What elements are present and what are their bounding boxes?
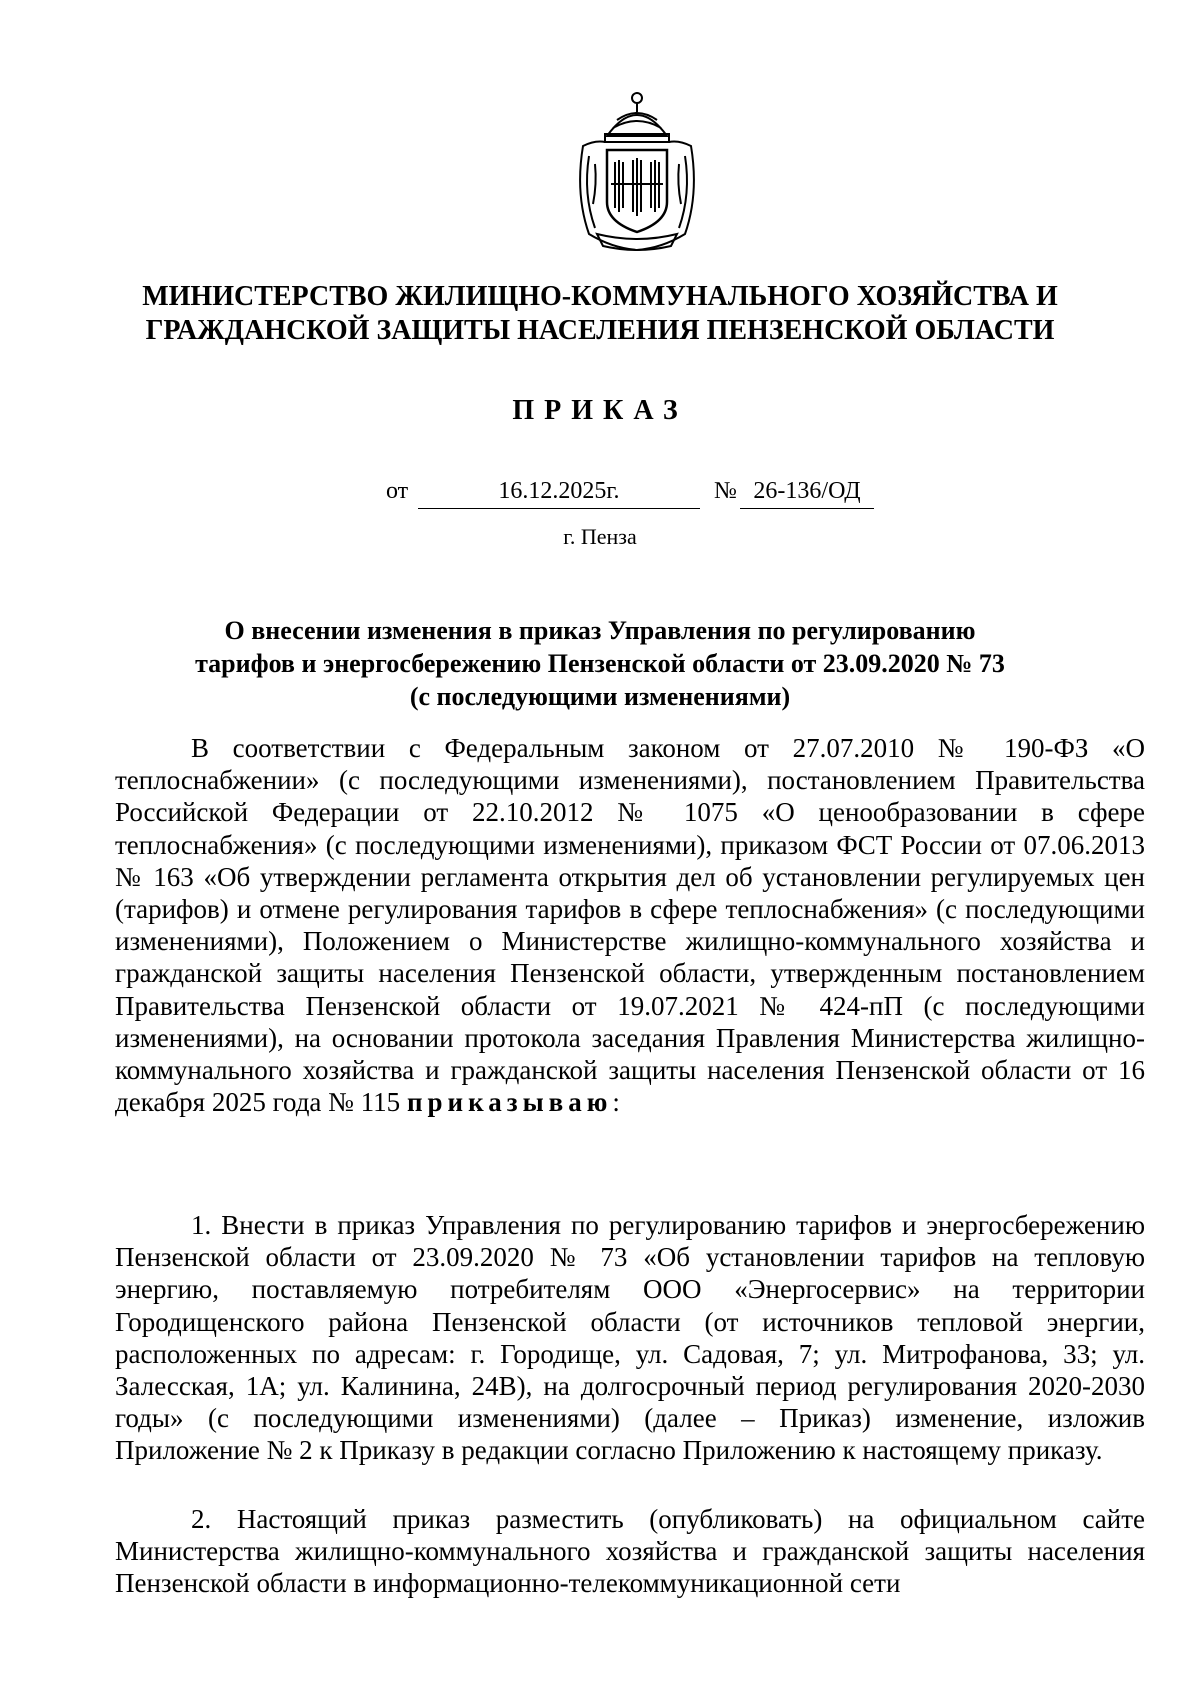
order-date: 16.12.2025г. xyxy=(418,478,700,509)
order-city: г. Пенза xyxy=(563,524,637,549)
preamble-paragraph xyxy=(115,732,1145,1118)
number-label: № xyxy=(714,478,737,504)
ministry-line-1: МИНИСТЕРСТВО ЖИЛИЩНО-КОММУНАЛЬНОГО ХОЗЯЙСТВА И xyxy=(142,281,1058,312)
preamble-text: В соответствии с Федеральным законом от 27.07.2010 № 190-ФЗ «О теплоснабжении» (с последующими изменениями), постановлением Правительства Российской Федерации от 22.10.2012 № 1075 «О ценообразовании в сфере теплоснабжения» (с последующими изменениями), приказом ФСТ России от 07.06.2013 № 163 «Об утверждении регламента открытия дел об установлении регулируемых цен (тарифов) и отмене регулирования тарифов в сфере теплоснабжения» (с последующими изменениями), Положением о Министерстве жилищно-коммунального хозяйства и гражданской защиты населения Пензенской области, утвержденным постановлением Правительства Пензенской области от 19.07.2021 № 424-пП (с последующими изменениями), на основании протокола заседания Правления Министерства жилищно-коммунального хозяйства и гражданской защиты населения Пензенской области от 16 декабря 2025 года № 115 xyxy=(115,733,1145,1118)
ministry-name xyxy=(0,280,1200,348)
subject-line-3: (с последующими изменениями) xyxy=(409,682,791,711)
order-suffix: : xyxy=(612,1087,620,1118)
subject-line-1: О внесении изменения в приказ Управления по регулированию xyxy=(224,616,976,645)
order-number: 26-136/ОД xyxy=(740,478,874,509)
date-label: от xyxy=(386,478,409,504)
order-title: ПРИКАЗ xyxy=(512,395,688,426)
order-subject xyxy=(0,614,1200,713)
item-1-paragraph: 1. Внести в приказ Управления по регулированию тарифов и энергосбережению Пензенской области от 23.09.2020 № 73 «Об установлении тарифов на тепловую энергию, поставляемую потребителям ООО «Энергосервис» на территории Городищенского района Пензенской области (от источников тепловой энергии, расположенных по адресам: г. Городище, ул. Садовая, 7; ул. Митрофанова, 33; ул. Залесская, 1А; ул. Калинина, 24В), на долгосрочный период регулирования 2020-2030 годы» (с последующими изменениями) (далее – Приказ) изменение, изложив Приложение № 2 к Приказу в редакции согласно Приложению к настоящему приказу. xyxy=(115,1210,1145,1466)
subject-line-2: тарифов и энергосбережению Пензенской области от 23.09.2020 № 73 xyxy=(195,649,1005,678)
coat-of-arms-icon xyxy=(567,84,707,252)
ministry-line-2: ГРАЖДАНСКОЙ ЗАЩИТЫ НАСЕЛЕНИЯ ПЕНЗЕНСКОЙ ОБЛАСТИ xyxy=(145,315,1055,346)
item-2-paragraph: 2. Настоящий приказ разместить (опубликовать) на официальном сайте Министерства жилищно-коммунального хозяйства и гражданской защиты населения Пензенской области в информационно-телекоммуникационной сети xyxy=(115,1504,1145,1599)
order-word: приказываю xyxy=(406,1087,613,1118)
